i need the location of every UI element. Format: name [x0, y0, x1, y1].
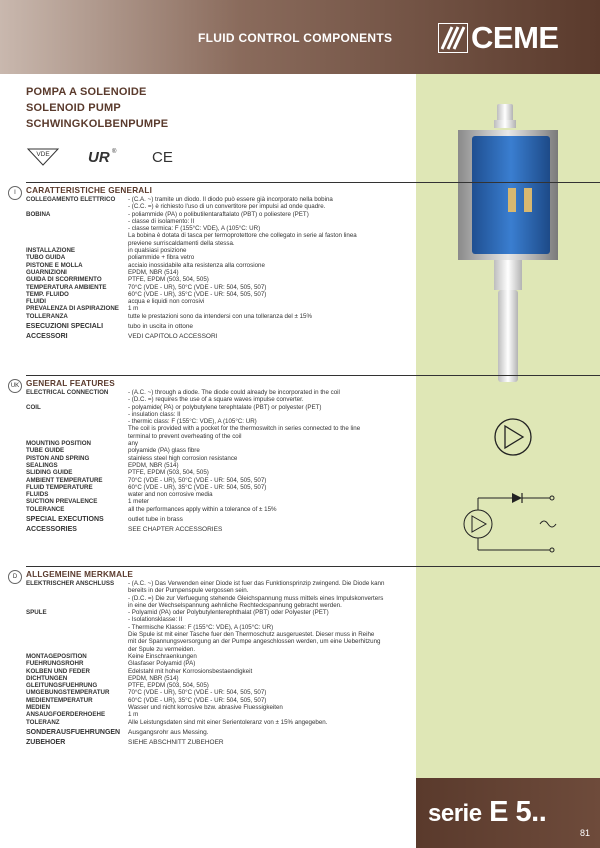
spec-label [26, 631, 128, 638]
spec-row [26, 646, 418, 653]
spec-value: Die Spule ist mit einer Tasche fuer den Thermoschutz ausgeruestet. Dieser muss in Reihe [128, 631, 375, 639]
spec-row [26, 616, 418, 623]
spec-row [26, 269, 418, 276]
section-heading: ALLGEMEINE MERKMALE [26, 570, 134, 579]
spec-value: PTFE, EPDM (503, 504, 505) [128, 682, 209, 690]
spec-value: 60°C (VDE - UR), 35°C (VDE - UR: 504, 505, 507) [128, 483, 267, 491]
spec-row [26, 433, 418, 440]
spec-label: COIL [26, 403, 41, 411]
spec-row [26, 624, 418, 631]
spec-label: PREVALENZA DI ASPIRAZIONE [26, 305, 119, 313]
spec-row [26, 225, 418, 232]
spec-value: - thermic class: F (155°C: VDE), A (105°C: UR) [128, 418, 257, 426]
spec-row [26, 440, 418, 447]
spec-value: any [128, 440, 138, 448]
ce-mark-text: CE [152, 149, 173, 166]
spec-label: TEMP. FLUIDO [26, 290, 69, 298]
title-german: SCHWINGKOLBENPUMPE [26, 118, 169, 130]
spec-label [26, 587, 128, 594]
spec-value: Ausgangsrohr aus Messing. [128, 728, 209, 736]
pump-symbol-icon [492, 416, 534, 458]
spec-row [26, 247, 418, 254]
category-label: FLUID CONTROL COMPONENTS [198, 31, 393, 45]
lang-badge: I [8, 186, 22, 200]
spec-row [26, 668, 418, 675]
spec-value: Glasfaser Polyamid (PA) [128, 660, 196, 668]
page-header [0, 0, 600, 74]
ceme-logo [438, 20, 583, 56]
spec-row [26, 425, 418, 432]
spec-row-highlight [26, 729, 418, 736]
spec-label: FLUID TEMPERATURE [26, 483, 93, 491]
spec-row [26, 660, 418, 667]
spec-label: FLUIDI [26, 298, 46, 306]
spec-value: tubo in uscita in ottone [128, 323, 194, 331]
circuit-diagram-icon [458, 484, 570, 564]
spec-label [26, 411, 128, 418]
spec-label: TOLERANCE [26, 505, 65, 513]
spec-value: - (C.C. =) è richiesto l'uso di un convertitore per impulsi ad onde quadre. [128, 203, 326, 211]
spec-value: - Thermische Klasse: F (155°C: VDE), A (105°C: UR) [128, 623, 274, 631]
spec-row [26, 587, 418, 594]
spec-value: - classe di isolamento: II [128, 217, 195, 225]
spec-value: Alle Leistungsdaten sind mit einer Serientoleranz von ± 15% angegeben. [128, 718, 328, 726]
spec-row [26, 389, 418, 396]
spec-value: in qualsiasi posizione [128, 247, 187, 255]
spec-value: SIEHE ABSCHNITT ZUBEHOER [128, 739, 224, 747]
spec-value: 60°C (VDE - UR), 35°C (VDE - UR: 504, 505, 507) [128, 696, 267, 704]
certification-marks [26, 145, 196, 167]
spec-value: - poliammide (PA) o polibutilentaraftalato (PBT) o poliestere (PET) [128, 210, 309, 218]
spec-row [26, 418, 418, 425]
spec-row [26, 396, 418, 403]
spec-label [26, 225, 128, 232]
spec-label [26, 602, 128, 609]
spec-row [26, 305, 418, 312]
spec-value: VEDI CAPITOLO ACCESSORI [128, 333, 218, 341]
spec-value: polyamide (PA) glass fibre [128, 447, 200, 455]
spec-value: - classe termica: F (155°C: VDE), A (105°C: UR) [128, 225, 261, 233]
spec-value: acqua e liquidi non corrosivi [128, 298, 205, 306]
spec-label: SONDERAUSFUEHRUNGEN [26, 728, 121, 736]
series-code: E 5.. [489, 796, 547, 828]
spec-label [26, 595, 128, 602]
spec-label [26, 203, 128, 210]
spec-label: DICHTUNGEN [26, 674, 68, 682]
spec-row [26, 498, 418, 505]
spec-row [26, 203, 418, 210]
spec-value: The coil is provided with a pocket for the thermoswitch in series connected to the line [128, 425, 361, 433]
section-divider [26, 182, 600, 183]
spec-value: Keine Einschraenkungen [128, 652, 197, 660]
spec-row [26, 218, 418, 225]
spec-row [26, 484, 418, 491]
spec-row-highlight [26, 739, 418, 746]
spec-row [26, 196, 418, 203]
spec-label: MEDIEN [26, 704, 51, 712]
spec-row [26, 462, 418, 469]
spec-row [26, 689, 418, 696]
spec-value: - (D.C. =) Die zur Verfuegung stehende Gleichspannung muss mittels eines Impulskonverters [128, 594, 384, 602]
spec-row [26, 719, 418, 726]
spec-row [26, 631, 418, 638]
spec-row [26, 284, 418, 291]
spec-value: - Isolationsklasse: II [128, 616, 183, 624]
series-banner [416, 778, 600, 848]
spec-label [26, 425, 128, 432]
spec-label: MONTAGEPOSITION [26, 652, 87, 660]
spec-value: - polyamide( PA) or polybutylene terephtalate (PBT) or polyester (PET) [128, 403, 322, 411]
spec-value: all the performances apply within a tolerance of ± 15% [128, 505, 277, 513]
spec-label: FLUIDS [26, 491, 49, 499]
spec-row [26, 653, 418, 660]
title-italian: POMPA A SOLENOIDE [26, 86, 147, 98]
spec-label: SPULE [26, 609, 47, 617]
spec-row [26, 447, 418, 454]
spec-label: SLIDING GUIDE [26, 469, 73, 477]
spec-row [26, 638, 418, 645]
spec-row [26, 602, 418, 609]
brand-name: CEME [471, 20, 559, 55]
spec-value: EPDM, NBR (514) [128, 268, 179, 276]
spec-row-highlight [26, 516, 418, 523]
spec-list [26, 196, 418, 341]
spec-label: COLLEGAMENTO ELETTRICO [26, 196, 116, 203]
spec-label: KOLBEN UND FEDER [26, 667, 90, 675]
spec-label: SUCTION PREVALENCE [26, 498, 98, 506]
lang-badge: UK [8, 379, 22, 393]
spec-value: 1 m [128, 305, 139, 313]
section-heading: GENERAL FEATURES [26, 379, 115, 388]
spec-value: - (C.A. ~) tramite un diodo. Il diodo può essere già incorporato nella bobina [128, 196, 333, 203]
spec-label: TEMPERATURA AMBIENTE [26, 283, 107, 291]
pump-photo [450, 100, 568, 390]
spec-label [26, 418, 128, 425]
spec-label [26, 232, 128, 239]
spec-list [26, 389, 418, 534]
spec-label [26, 433, 128, 440]
spec-list [26, 580, 418, 747]
page-number: 81 [579, 828, 590, 838]
spec-label: AMBIENT TEMPERATURE [26, 476, 103, 484]
spec-row [26, 506, 418, 513]
spec-value: 70°C (VDE - UR), 50°C (VDE - UR: 504, 505, 507) [128, 476, 267, 484]
spec-row [26, 411, 418, 418]
spec-value: terminal to prevent overheating of the coil [128, 432, 242, 440]
spec-row [26, 491, 418, 498]
spec-value: PTFE, EPDM (503, 504, 505) [128, 469, 209, 477]
spec-value: 70°C (VDE - UR), 50°C (VDE - UR: 504, 505, 507) [128, 689, 267, 697]
spec-row [26, 254, 418, 261]
spec-label [26, 616, 128, 623]
vde-mark-icon [26, 145, 60, 167]
spec-row [26, 704, 418, 711]
section-divider [26, 566, 600, 567]
spec-value: - insulation class: II [128, 410, 181, 418]
spec-row [26, 469, 418, 476]
spec-row [26, 262, 418, 269]
lang-badge: D [8, 570, 22, 584]
spec-row [26, 211, 418, 218]
spec-label: ELEKTRISCHER ANSCHLUSS [26, 580, 115, 587]
spec-value: tutte le prestazioni sono da intendersi con una tolleranza del ± 15% [128, 312, 312, 320]
spec-value: La bobina è dotata di tasca per termoprotettore che collegato in serie al faston linea [128, 232, 357, 240]
spec-label: ACCESSORIES [26, 526, 77, 534]
ceme-logo-mark-icon [438, 23, 468, 53]
product-titles [26, 84, 168, 132]
spec-label: ACCESSORI [26, 333, 68, 341]
spec-label: GLEITUNGSFUEHRUNG [26, 682, 98, 690]
spec-value: 1 meter [128, 498, 149, 506]
spec-value: mit der Spannungsversorgung an der Pumpe angeschlossen werden, um eine Ueberhitzung [128, 638, 381, 646]
spec-value: der Spule zu vermeiden. [128, 645, 196, 653]
spec-row [26, 675, 418, 682]
spec-label: SEALINGS [26, 461, 58, 469]
spec-value: - Polyamid (PA) oder Polybutylenterephthalat (PBT) oder Polyester (PET) [128, 609, 329, 617]
spec-row-highlight [26, 323, 418, 330]
spec-label: GUARNIZIONI [26, 268, 67, 276]
spec-value: - (D.C. =) requires the use of a square waves impulse converter. [128, 396, 304, 404]
ur-mark-icon [86, 145, 122, 167]
spec-row [26, 697, 418, 704]
svg-text:®: ® [112, 149, 117, 155]
spec-value: - (A.C. ~) Das Verwenden einer Diode ist fuer das Funktionsprinzip zwingend. Die Diode kann [128, 580, 385, 587]
vde-mark-text: VDE [36, 151, 50, 158]
ur-mark-text: UR [88, 149, 110, 166]
spec-row [26, 276, 418, 283]
spec-label: ESECUZIONI SPECIALI [26, 323, 104, 331]
spec-row [26, 313, 418, 320]
spec-row [26, 595, 418, 602]
spec-row [26, 240, 418, 247]
spec-value: EPDM, NBR (514) [128, 461, 179, 469]
spec-label: INSTALLAZIONE [26, 247, 76, 255]
spec-label: MOUNTING POSITION [26, 440, 91, 448]
spec-value: previene surriscaldamenti della stessa. [128, 239, 235, 247]
spec-value: stainless steel high corrosion resistance [128, 454, 238, 462]
spec-row [26, 711, 418, 718]
spec-label: FUEHRUNGSROHR [26, 660, 84, 668]
spec-label: PISTONE E MOLLA [26, 261, 83, 269]
spec-label: ELECTRICAL CONNECTION [26, 389, 109, 396]
spec-value: 1 m [128, 711, 139, 719]
spec-row [26, 298, 418, 305]
spec-label [26, 218, 128, 225]
spec-label [26, 396, 128, 403]
spec-row [26, 404, 418, 411]
spec-value: - (A.C. ~) through a diode. The diode could already be incorporated in the coil [128, 389, 340, 396]
spec-row-highlight [26, 526, 418, 533]
spec-value: EPDM, NBR (514) [128, 674, 179, 682]
spec-value: Wasser und nicht korrosive bzw. abrasive Fluessigkeiten [128, 704, 283, 712]
spec-value: poliammide + fibra vetro [128, 254, 195, 262]
spec-value: acciaio inossidabile alta resistenza alla corrosione [128, 261, 265, 269]
spec-label: MEDIENTEMPERATUR [26, 696, 93, 704]
spec-value: water and non corrosive media [128, 491, 213, 499]
spec-value: PTFE, EPDM (503, 504, 505) [128, 276, 209, 284]
series-label [428, 796, 546, 829]
spec-label [26, 240, 128, 247]
spec-row [26, 580, 418, 587]
spec-value: Edelstahl mit hoher Korrosionsbestaendigkeit [128, 667, 253, 675]
spec-row [26, 477, 418, 484]
section-divider [26, 375, 600, 376]
spec-label: TUBO GUIDA [26, 254, 66, 262]
spec-row [26, 609, 418, 616]
spec-row-highlight [26, 333, 418, 340]
spec-row [26, 291, 418, 298]
spec-label: TUBE GUIDE [26, 447, 65, 455]
spec-label: SPECIAL EXECUTIONS [26, 516, 104, 524]
spec-label: ZUBEHOER [26, 739, 66, 747]
spec-label: GUIDA DI SCORRIMENTO [26, 276, 102, 284]
spec-row [26, 232, 418, 239]
ce-mark-icon [150, 145, 180, 167]
spec-label: UMGEBUNGSTEMPERATUR [26, 689, 110, 697]
spec-value: in eine der Wechselspannung aehnliche Rechteckspannung gebracht werden. [128, 601, 342, 609]
spec-label: BOBINA [26, 210, 51, 218]
spec-label: ANSAUGFOERDERHOEHE [26, 711, 106, 719]
spec-value: 60°C (VDE - UR), 35°C (VDE - UR: 504, 505, 507) [128, 290, 267, 298]
section-heading: CARATTERISTICHE GENERALI [26, 186, 153, 195]
spec-label [26, 646, 128, 653]
spec-label: TOLLERANZA [26, 312, 68, 320]
series-word: serie [428, 800, 482, 827]
spec-row [26, 682, 418, 689]
title-english: SOLENOID PUMP [26, 102, 121, 114]
spec-value: 70°C (VDE - UR), 50°C (VDE - UR: 504, 505, 507) [128, 283, 267, 291]
spec-value: bereits in der Pumpenspule vergossen sein. [128, 587, 249, 595]
spec-row [26, 455, 418, 462]
spec-value: outlet tube in brass [128, 516, 183, 524]
spec-label [26, 638, 128, 645]
spec-value: SEE CHAPTER ACCESSORIES [128, 526, 223, 534]
spec-label [26, 624, 128, 631]
spec-label: PISTON AND SPRING [26, 454, 90, 462]
spec-label: TOLERANZ [26, 718, 60, 726]
